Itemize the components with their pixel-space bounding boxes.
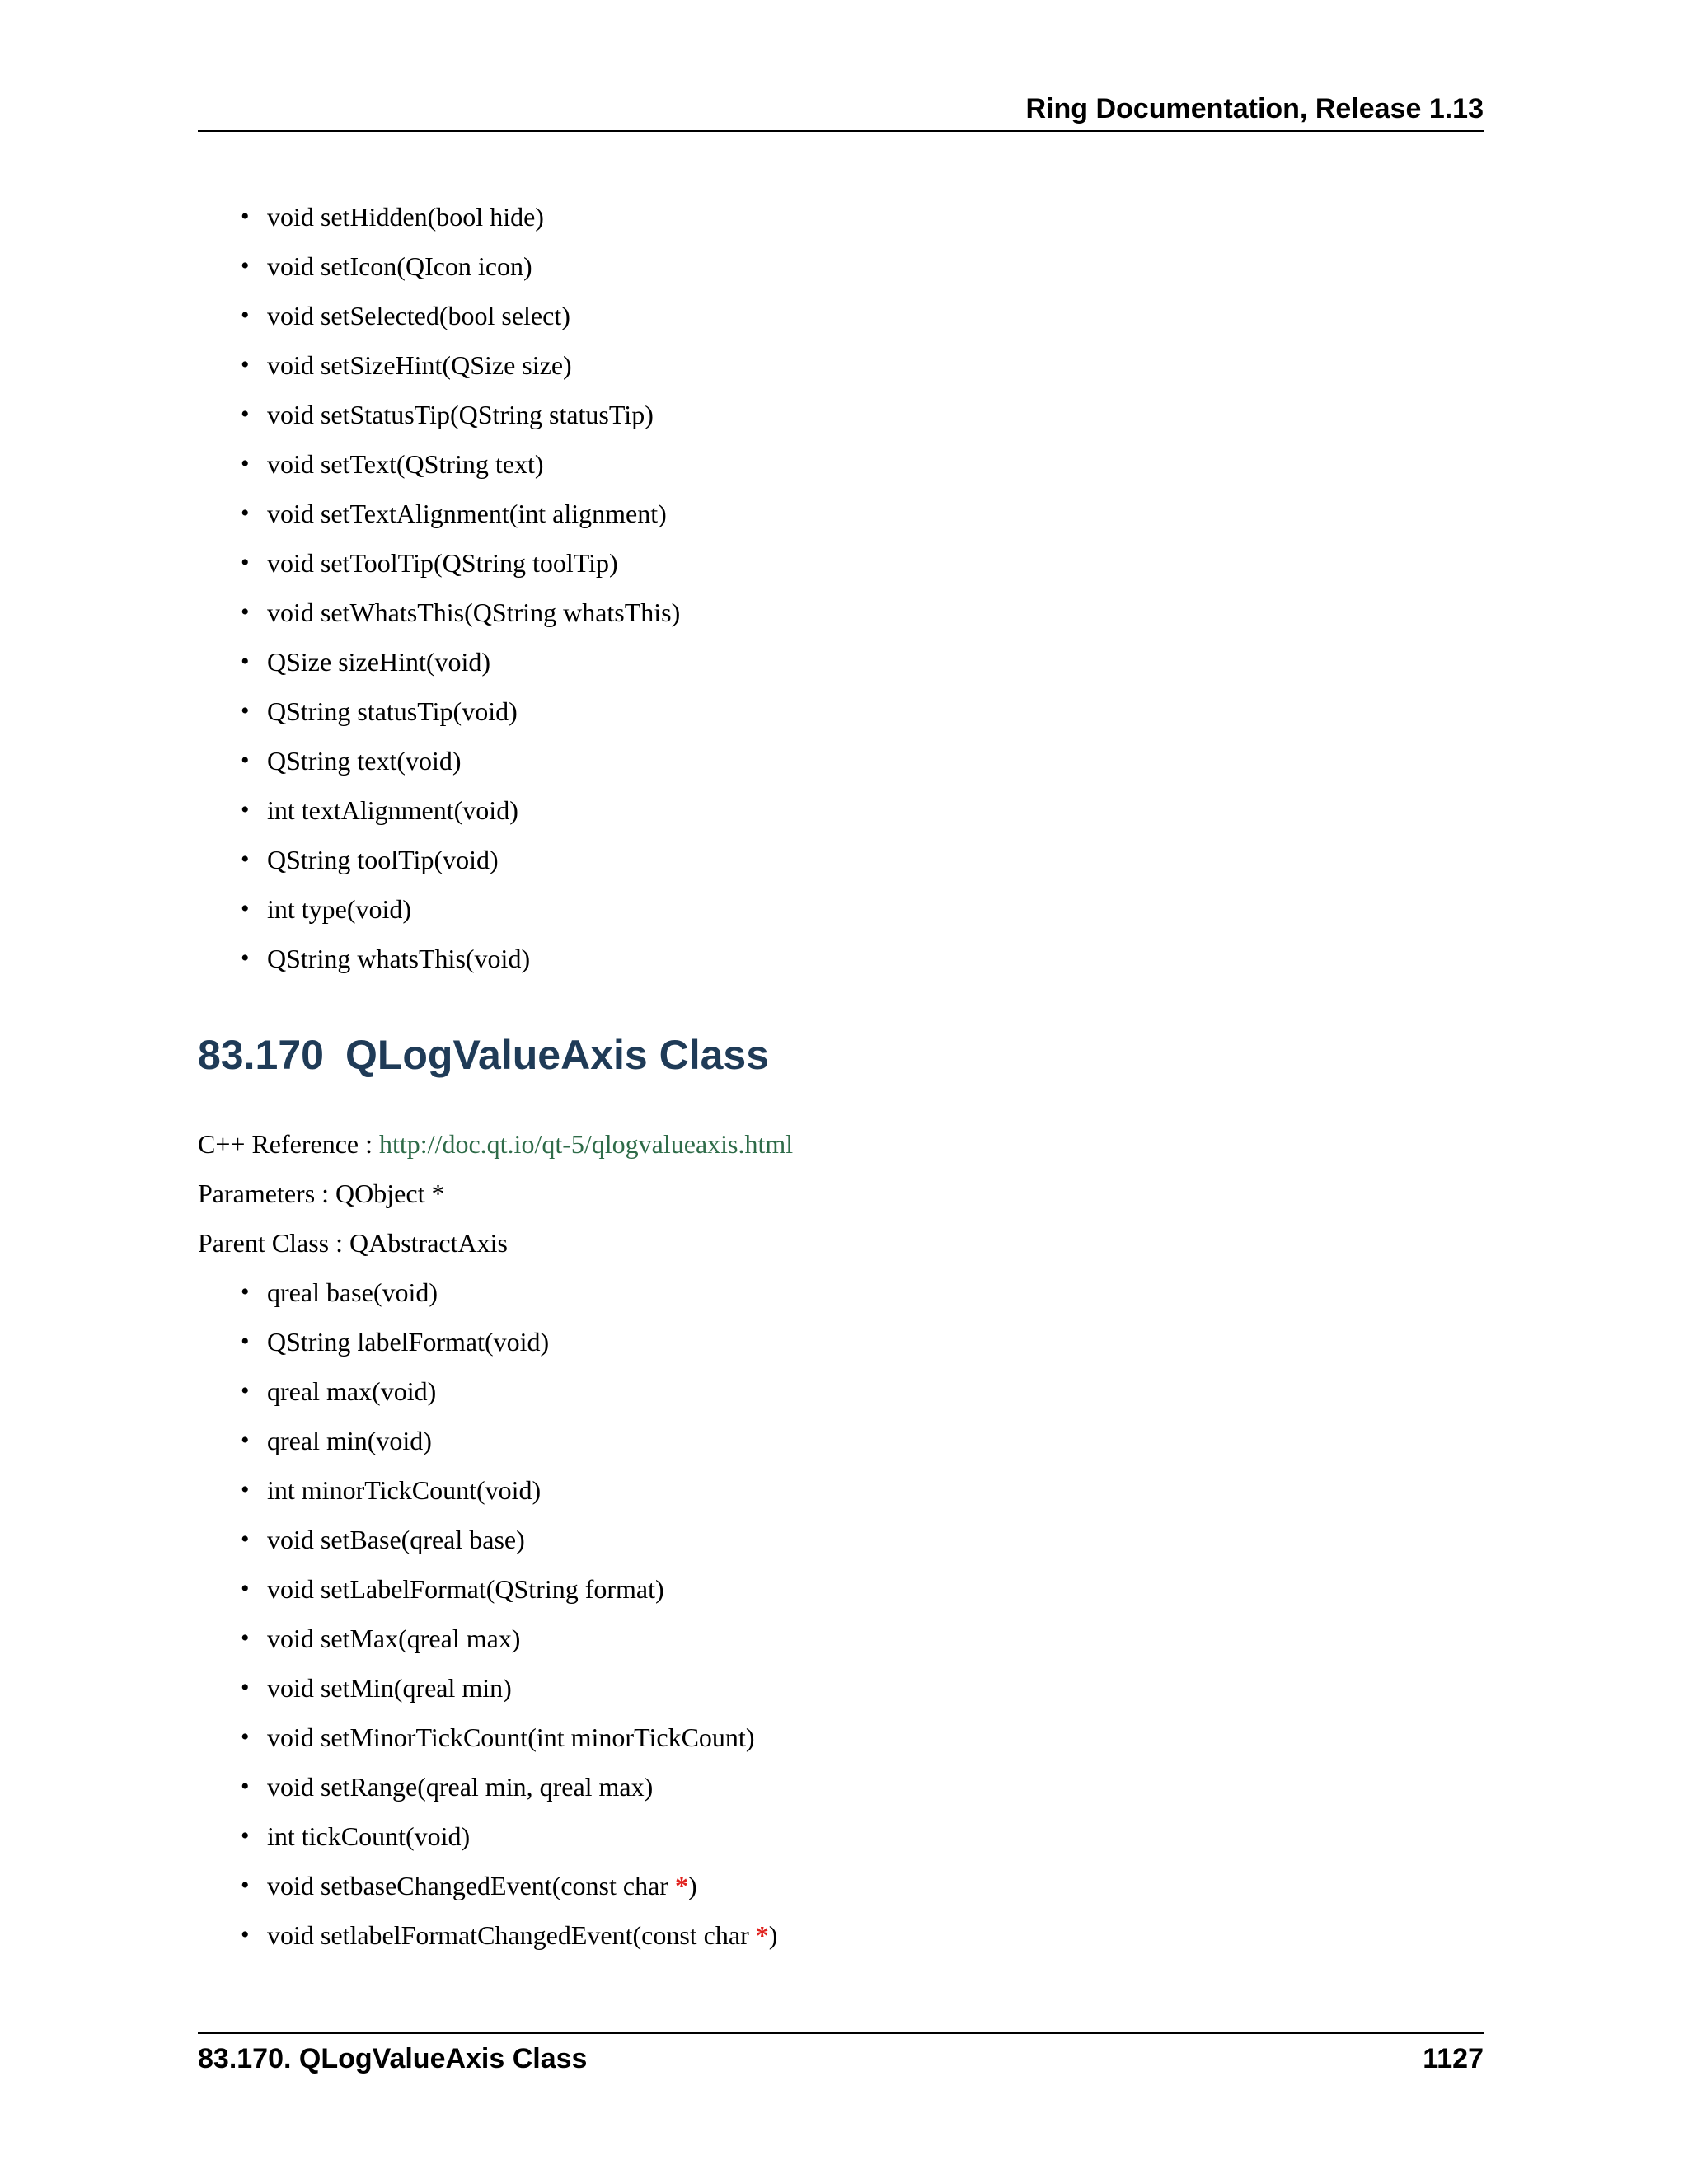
method-list-bottom [241, 1268, 1395, 1960]
bullet-icon: • [241, 203, 250, 230]
method-signature: void setHidden(bool hide) [267, 202, 544, 232]
bullet-icon: • [241, 944, 250, 972]
bullet-icon: • [241, 1526, 250, 1553]
list-item [241, 1366, 1395, 1416]
footer-section-label: 83.170. QLogValueAxis Class [198, 2043, 588, 2074]
running-header-title: Ring Documentation, Release 1.13 [1025, 93, 1484, 124]
method-signature: void setLabelFormat(QString format) [267, 1574, 664, 1604]
bullet-icon: • [241, 846, 250, 873]
list-item [241, 1317, 1395, 1366]
bullet-icon: • [241, 1822, 250, 1849]
list-item [241, 785, 1395, 835]
method-signature: void setText(QString text) [267, 449, 544, 479]
section-number: 83.170 [198, 1032, 324, 1078]
list-item [241, 884, 1395, 934]
method-signature: QString whatsThis(void) [267, 944, 531, 973]
bullet-icon: • [241, 549, 250, 576]
method-signature: QString text(void) [267, 746, 462, 776]
bullet-icon: • [241, 351, 250, 378]
footer-page-number: 1127 [1423, 2043, 1484, 2074]
bullet-icon: • [241, 1328, 250, 1355]
list-item [241, 1268, 1395, 1317]
bullet-icon: • [241, 1921, 250, 1948]
list-item [241, 1465, 1395, 1515]
bullet-icon: • [241, 598, 250, 626]
cpp-reference-line [198, 1119, 793, 1169]
list-item [241, 1910, 1395, 1960]
method-signature: void setMax(qreal max) [267, 1624, 521, 1653]
list-item [241, 340, 1395, 390]
bullet-icon: • [241, 648, 250, 675]
list-item [241, 1564, 1395, 1614]
method-signature: qreal min(void) [267, 1426, 432, 1455]
bullet-icon: • [241, 697, 250, 724]
method-signature: void setlabelFormatChangedEvent(const char [267, 1920, 756, 1950]
bullet-icon: • [241, 302, 250, 329]
pointer-asterisk: * [755, 1920, 769, 1950]
method-signature: void setRange(qreal min, qreal max) [267, 1772, 654, 1802]
method-signature-end: ) [687, 1871, 697, 1900]
list-item [241, 637, 1395, 687]
list-item [241, 489, 1395, 538]
method-signature: int type(void) [267, 894, 412, 924]
method-signature: qreal max(void) [267, 1376, 437, 1406]
list-item [241, 241, 1395, 291]
list-item [241, 1663, 1395, 1713]
cpp-reference-link[interactable]: http://doc.qt.io/qt-5/qlogvalueaxis.html [379, 1129, 794, 1159]
bullet-icon: • [241, 1476, 250, 1503]
bullet-icon: • [241, 1624, 250, 1652]
list-item [241, 835, 1395, 884]
list-item [241, 538, 1395, 588]
bullet-icon: • [241, 1278, 250, 1305]
method-signature: void setMin(qreal min) [267, 1673, 512, 1703]
method-signature: QString toolTip(void) [267, 845, 499, 874]
bullet-icon: • [241, 1575, 250, 1602]
cpp-reference-label: C++ Reference : [198, 1129, 379, 1159]
bullet-icon: • [241, 401, 250, 428]
method-signature: void setStatusTip(QString statusTip) [267, 400, 654, 429]
method-signature: int textAlignment(void) [267, 795, 518, 825]
method-list-top [241, 192, 1395, 983]
bullet-icon: • [241, 1773, 250, 1800]
bullet-icon: • [241, 1427, 250, 1454]
bullet-icon: • [241, 450, 250, 477]
bullet-icon: • [241, 1872, 250, 1899]
list-item [241, 1762, 1395, 1811]
method-signature: QString statusTip(void) [267, 696, 518, 726]
method-signature: void setTextAlignment(int alignment) [267, 499, 667, 528]
method-signature: void setWhatsThis(QString whatsThis) [267, 598, 681, 627]
method-signature: QSize sizeHint(void) [267, 647, 491, 677]
list-item [241, 390, 1395, 439]
method-signature: void setSelected(bool select) [267, 301, 570, 330]
list-item [241, 291, 1395, 340]
list-item [241, 588, 1395, 637]
bullet-icon: • [241, 895, 250, 922]
parent-class-line: Parent Class : QAbstractAxis [198, 1228, 508, 1258]
list-item [241, 1416, 1395, 1465]
bullet-icon: • [241, 1674, 250, 1701]
bullet-icon: • [241, 747, 250, 774]
bullet-icon: • [241, 252, 250, 279]
pointer-asterisk: * [674, 1871, 688, 1900]
list-item [241, 1861, 1395, 1910]
footer-rule [198, 2032, 1484, 2034]
list-item [241, 439, 1395, 489]
method-signature: qreal base(void) [267, 1277, 438, 1307]
bullet-icon: • [241, 1723, 250, 1750]
list-item [241, 1515, 1395, 1564]
list-item [241, 192, 1395, 241]
parameters-line: Parameters : QObject * [198, 1179, 445, 1208]
section-title-text: QLogValueAxis Class [345, 1032, 770, 1078]
list-item [241, 934, 1395, 983]
bullet-icon: • [241, 796, 250, 823]
bullet-icon: • [241, 1377, 250, 1404]
method-signature: int tickCount(void) [267, 1821, 471, 1851]
method-signature: void setbaseChangedEvent(const char [267, 1871, 675, 1900]
method-signature: void setSizeHint(QSize size) [267, 350, 572, 380]
method-signature: void setIcon(QIcon icon) [267, 251, 532, 281]
method-signature: void setMinorTickCount(int minorTickCount) [267, 1722, 755, 1752]
section-heading [198, 1029, 769, 1081]
running-header [198, 91, 1484, 132]
method-signature: void setToolTip(QString toolTip) [267, 548, 618, 578]
list-item [241, 687, 1395, 736]
method-signature: QString labelFormat(void) [267, 1327, 550, 1357]
list-item [241, 736, 1395, 785]
list-item [241, 1811, 1395, 1861]
bullet-icon: • [241, 499, 250, 527]
method-signature: int minorTickCount(void) [267, 1475, 542, 1505]
method-signature-end: ) [768, 1920, 778, 1950]
list-item [241, 1713, 1395, 1762]
method-signature: void setBase(qreal base) [267, 1525, 525, 1554]
list-item [241, 1614, 1395, 1663]
